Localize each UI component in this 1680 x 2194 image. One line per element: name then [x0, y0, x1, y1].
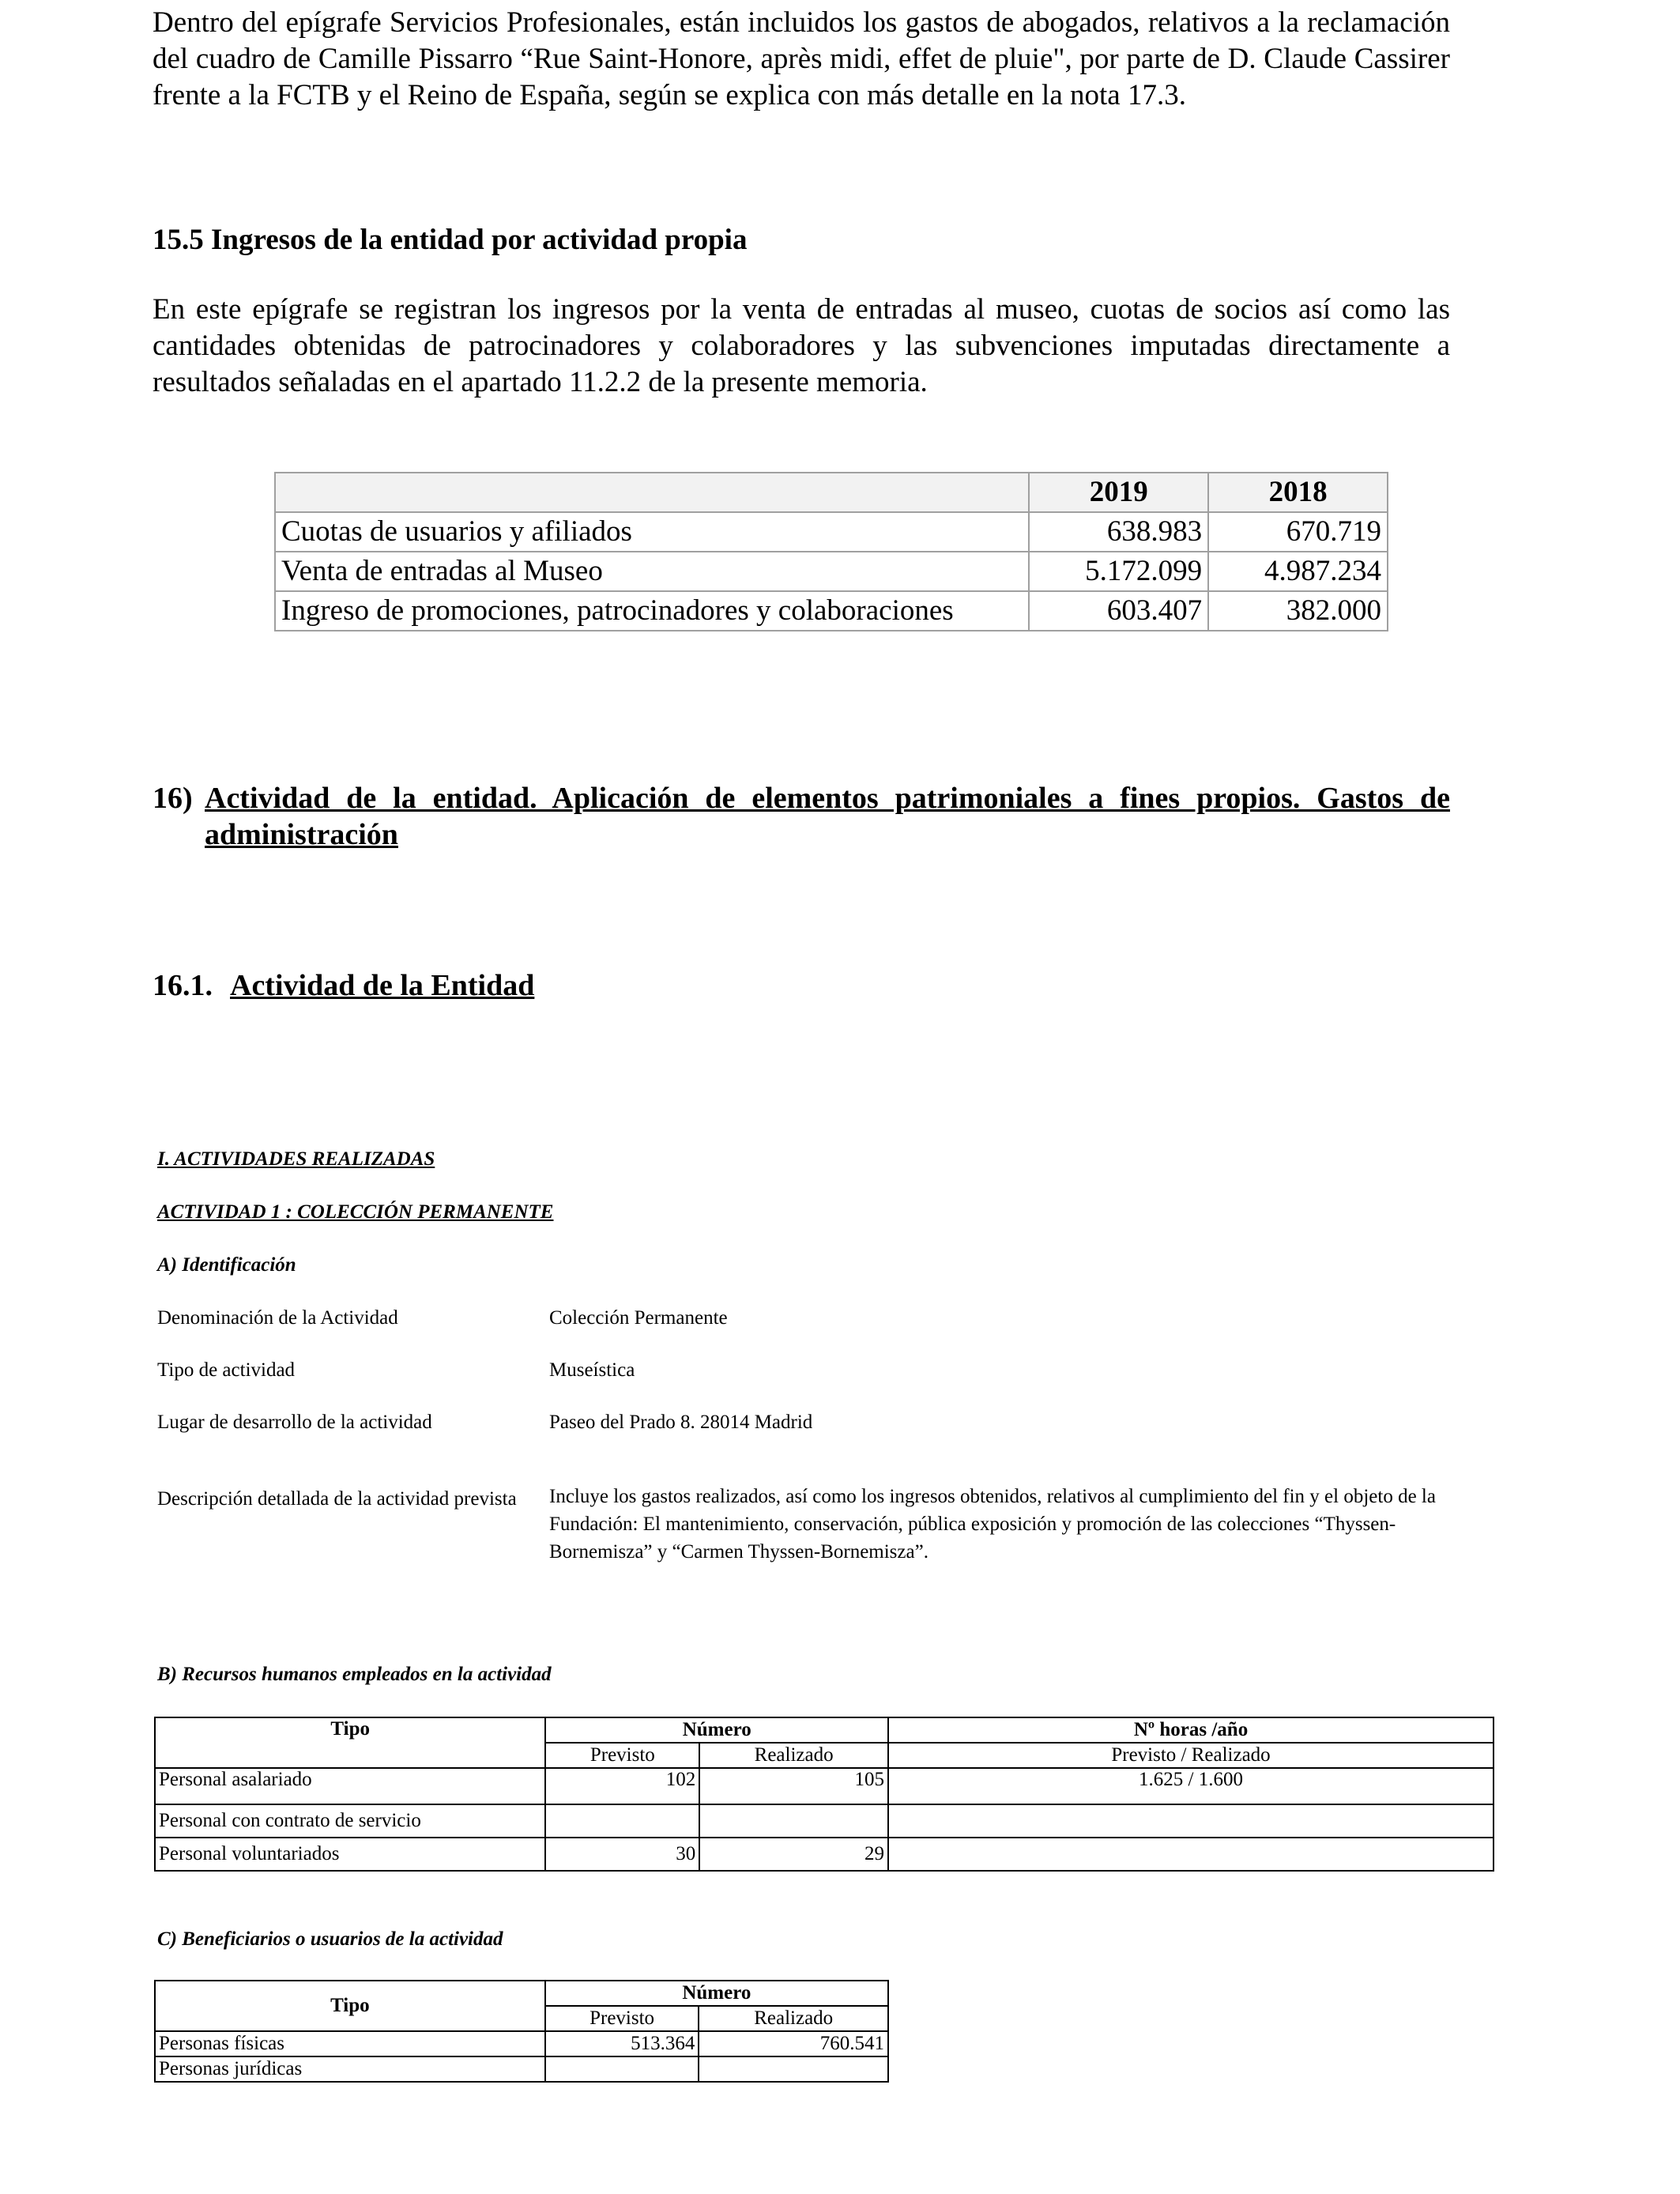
value-2018: 4.987.234: [1208, 552, 1388, 591]
section-16-1-title: Actividad de la Entidad: [230, 969, 535, 1002]
beneficiaries-table: [154, 1980, 889, 2083]
hr-col-numero: Número: [545, 1717, 888, 1743]
descripcion-value: Incluye los gastos realizados, así como los ingresos obtenidos, relativos al cumplimiento del fin y el objeto de la Fundación: El mantenimiento, conservación, pública exposición y promoción de las colecciones “Thyssen-Bornemisza” y “Carmen Thyssen-Bornemisza”.: [549, 1486, 1436, 1563]
ben-realizado: 760.541: [699, 2031, 888, 2056]
section-16-heading: [153, 780, 1450, 853]
ben-previsto: 513.364: [545, 2031, 699, 2056]
row-label: Venta de entradas al Museo: [275, 552, 1029, 591]
value-2018: 670.719: [1208, 512, 1388, 552]
activities-title: I. ACTIVIDADES REALIZADAS: [157, 1148, 435, 1170]
ben-tipo: Personas físicas: [155, 2031, 545, 2056]
ben-col-numero: Número: [545, 1981, 888, 2006]
activity-1-title: ACTIVIDAD 1 : COLECCIÓN PERMANENTE: [157, 1201, 554, 1223]
table-row: [275, 512, 1388, 552]
income-table-header-blank: [275, 473, 1029, 512]
table-row: [155, 2056, 888, 2082]
beneficiaries-heading: C) Beneficiarios o usuarios de la actividad: [157, 1928, 503, 1950]
table-row: [155, 1804, 1494, 1838]
descripcion-label: Descripción detallada de la actividad prevista: [157, 1488, 517, 1510]
intro-paragraph: Dentro del epígrafe Servicios Profesionales, están incluidos los gastos de abogados, relativos a la reclamación del cuadro de Camille Pissarro “Rue Saint-Honore, après midi, effet de pluie", por parte de D. Claude Cassirer frente a la FCTB y el Reino de España, según se explica con más detalle en la nota 17.3.: [153, 6, 1450, 111]
value-2019: 638.983: [1029, 512, 1208, 552]
section-15-5-heading: 15.5 Ingresos de la entidad por actividad propia: [153, 224, 748, 256]
hr-sub-horas: Previsto / Realizado: [888, 1743, 1494, 1768]
section-16-number: 16): [153, 782, 193, 815]
section-16-1-heading: [153, 968, 534, 1003]
human-resources-heading: B) Recursos humanos empleados en la actividad: [157, 1664, 552, 1685]
tipo-label: Tipo de actividad: [157, 1359, 296, 1381]
hr-sub-previsto: Previsto: [545, 1743, 699, 1768]
ben-col-tipo: Tipo: [155, 1981, 545, 2031]
denominacion-label: Denominación de la Actividad: [157, 1307, 398, 1329]
section-16-title: Actividad de la entidad. Aplicación de elementos patrimoniales a fines propios. Gastos de administración: [205, 782, 1450, 851]
table-row: [155, 1768, 1494, 1804]
income-table: [274, 472, 1388, 631]
lugar-value: Paseo del Prado 8. 28014 Madrid: [549, 1412, 813, 1433]
denominacion-value: Colección Permanente: [549, 1307, 728, 1329]
hr-header-row: [155, 1717, 1494, 1743]
value-2019: 5.172.099: [1029, 552, 1208, 591]
lugar-label: Lugar de desarrollo de la actividad: [157, 1412, 432, 1433]
section-15-5-paragraph: En este epígrafe se registran los ingresos por la venta de entradas al museo, cuotas de socios así como las cantidades obtenidas de patrocinadores y colaboradores y las subvenciones imputadas directamente a resultados señaladas en el apartado 11.2.2 de la presente memoria.: [153, 293, 1450, 398]
table-row: [275, 591, 1388, 631]
hr-previsto: 30: [545, 1838, 699, 1871]
hr-tipo: Personal con contrato de servicio: [155, 1804, 545, 1838]
hr-horas: 1.625 / 1.600: [888, 1768, 1494, 1804]
table-row: [275, 552, 1388, 591]
tipo-value: Museística: [549, 1359, 635, 1381]
hr-tipo: Personal voluntariados: [155, 1838, 545, 1871]
table-row: [155, 1838, 1494, 1871]
hr-tipo: Personal asalariado: [155, 1768, 545, 1804]
table-row: [155, 2031, 888, 2056]
value-2019: 603.407: [1029, 591, 1208, 631]
income-table-header-2018: 2018: [1208, 473, 1388, 512]
hr-realizado: 105: [699, 1768, 888, 1804]
row-label: Ingreso de promociones, patrocinadores y colaboraciones: [275, 591, 1029, 631]
ben-header-row: [155, 1981, 888, 2006]
hr-col-tipo: Tipo: [155, 1717, 545, 1768]
hr-previsto: 102: [545, 1768, 699, 1804]
row-label: Cuotas de usuarios y afiliados: [275, 512, 1029, 552]
section-16-1-number: 16.1.: [153, 969, 213, 1002]
income-table-header-2019: 2019: [1029, 473, 1208, 512]
human-resources-table: [154, 1717, 1494, 1872]
hr-horas: [888, 1804, 1494, 1838]
value-2018: 382.000: [1208, 591, 1388, 631]
ben-realizado: [699, 2056, 888, 2082]
ben-sub-previsto: Previsto: [545, 2006, 699, 2031]
ben-previsto: [545, 2056, 699, 2082]
hr-realizado: 29: [699, 1838, 888, 1871]
hr-sub-realizado: Realizado: [699, 1743, 888, 1768]
ben-sub-realizado: Realizado: [699, 2006, 888, 2031]
hr-realizado: [699, 1804, 888, 1838]
hr-col-horas: Nº horas /año: [888, 1717, 1494, 1743]
income-table-header-row: [275, 473, 1388, 512]
ben-tipo: Personas jurídicas: [155, 2056, 545, 2082]
identification-heading: A) Identificación: [157, 1254, 296, 1276]
hr-horas: [888, 1838, 1494, 1871]
hr-previsto: [545, 1804, 699, 1838]
